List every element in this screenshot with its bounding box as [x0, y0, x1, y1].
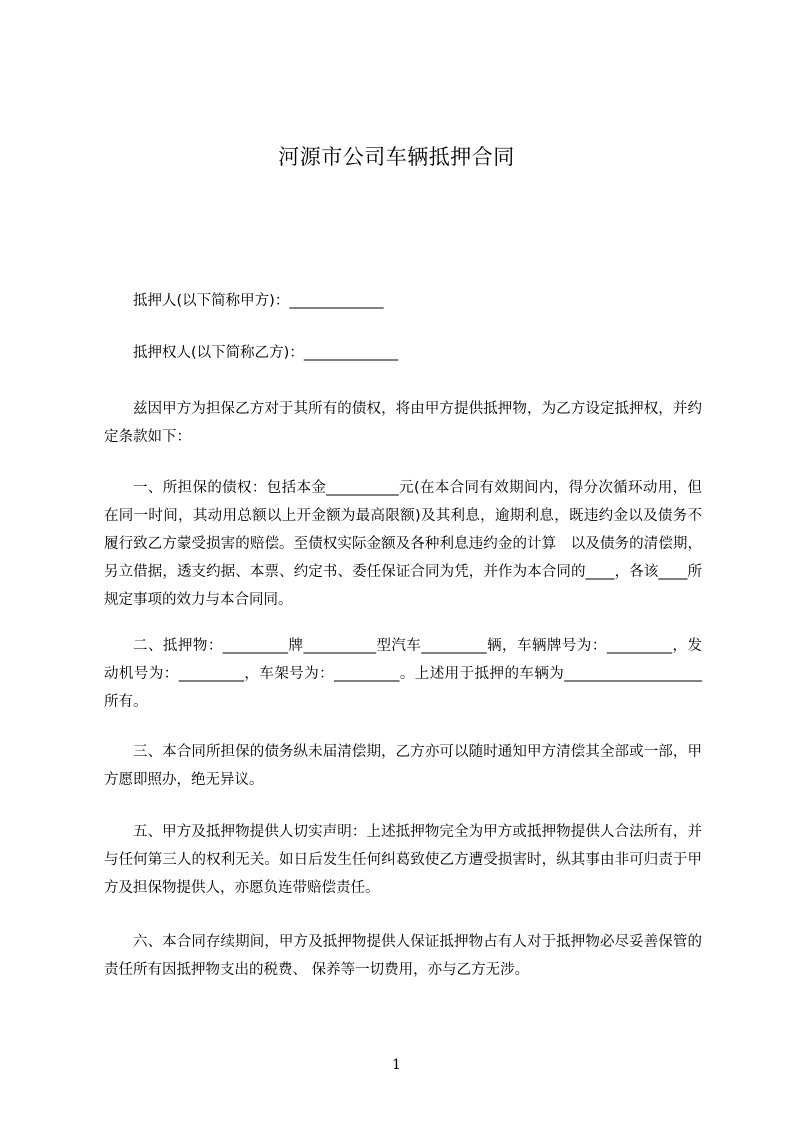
- preamble-paragraph: 兹因甲方为担保乙方对于其所有的债权，将由甲方提供抵押物，为乙方设定抵押权，并约定条款如下：: [104, 401, 702, 445]
- mortgagor-line: 抵押人(以下简称甲方)：_____________: [133, 293, 384, 309]
- clause-5-declaration: 五、甲方及抵押物提供人切实声明：上述抵押物完全为甲方或抵押物提供人合法所有，并与任何第三人的权利无关。如日后发生任何纠葛致使乙方遭受损害时，纵其事由非可归责于甲方及担保物提供人，亦愿负连带赔偿责任。: [104, 824, 702, 896]
- clause-3-repayment: 三、本合同所担保的债务纵未届清偿期，乙方亦可以随时通知甲方清偿其全部或一部，甲方愿即照办，绝无异议。: [104, 744, 702, 788]
- page-number: 1: [392, 1057, 401, 1073]
- clause-2-collateral: 二、抵押物：_________牌__________型汽车_________辆，车辆牌号为：_________，发动机号为：_________，车架号为：_________。上述用于抵押的车辆为___________________所有。: [104, 638, 702, 710]
- clause-6-custody: 六、本合同存续期间，甲方及抵押物提供人保证抵押物占有人对于抵押物必尽妥善保管的责任所有因抵押物支出的税费、 保养等一切费用，亦与乙方无涉。: [104, 934, 702, 978]
- clause-1-secured-claim: 一、所担保的债权：包括本金__________元(在本合同有效期间内，得分次循环动用，但在同一时间，其动用总额以上开金额为最高限额)及其利息，逾期利息，既违约金以及债务不履行致乙方蒙受损害的赔偿。至债权实际金额及各种利息违约金的计算 以及债务的清偿期，另立借据，透支约据、本票、约定书、委任保证合同为凭，并作为本合同的____，各该____所规定事项的效力与本合同同。: [104, 480, 702, 608]
- mortgagee-line: 抵押权人(以下简称乙方)：_____________: [133, 345, 399, 361]
- document-title: 河源市公司车辆抵押合同: [278, 145, 515, 169]
